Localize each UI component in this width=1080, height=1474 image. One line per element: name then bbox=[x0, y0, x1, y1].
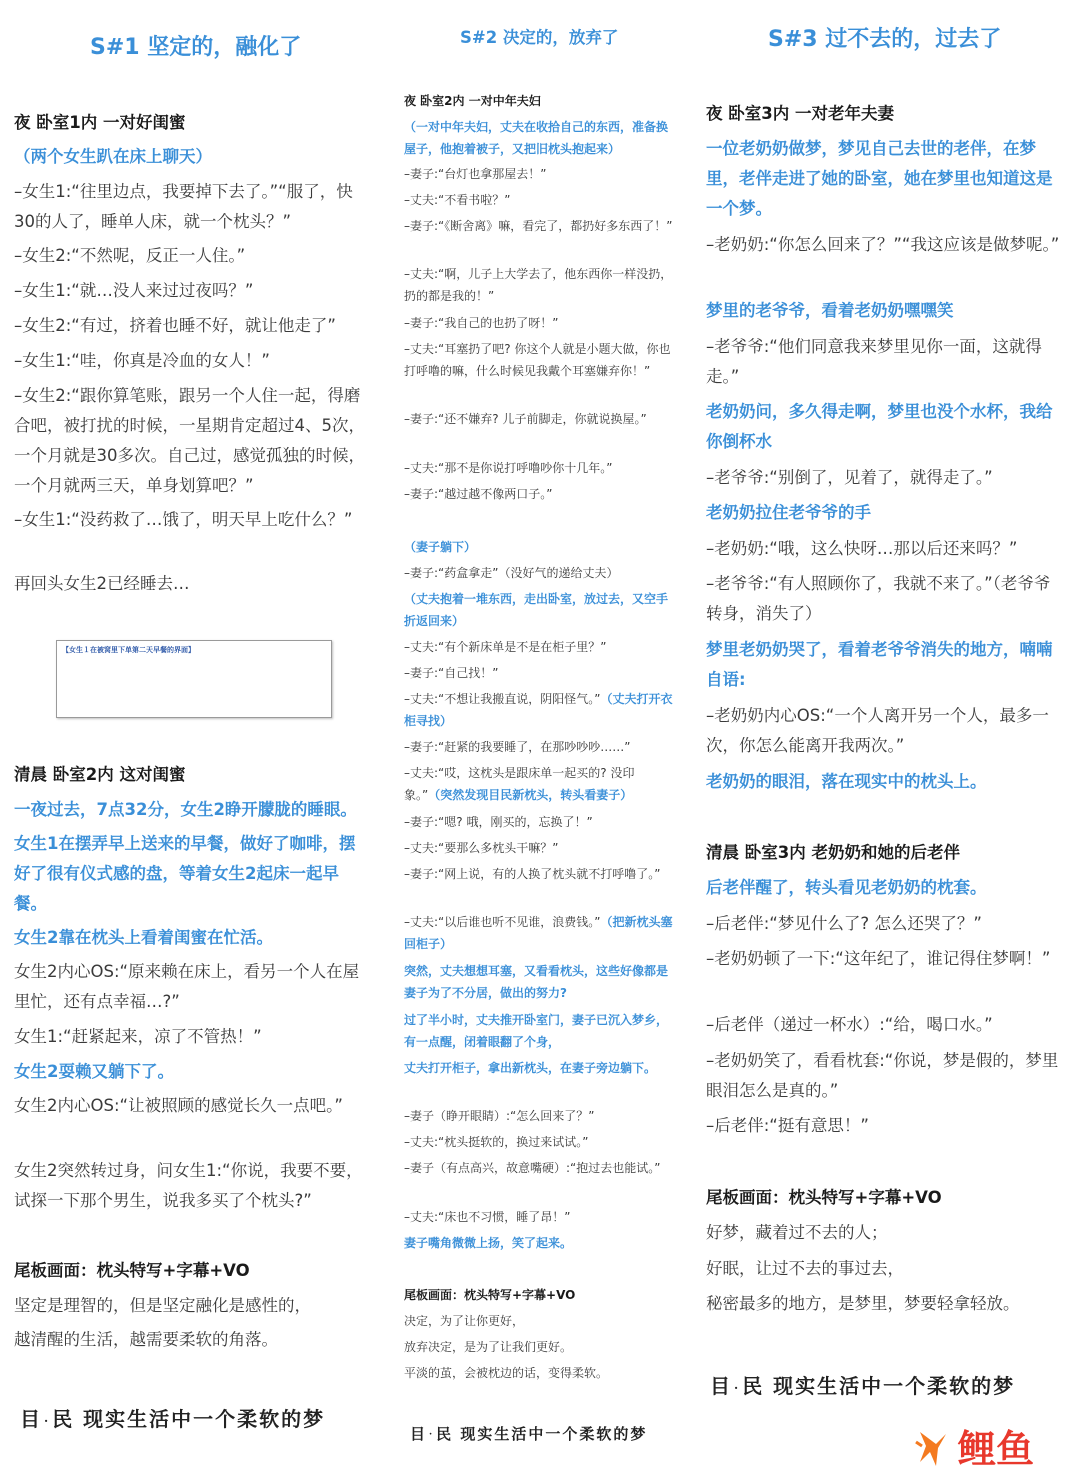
slogan-dot: · bbox=[429, 1430, 435, 1440]
watermark-logo bbox=[912, 1422, 1062, 1470]
stage-direction: 丈夫打开柜子，拿出新枕头，在妻子旁边躺下。 bbox=[404, 1061, 657, 1075]
stage-direction: （突然发现目民新枕头，转头看妻子） bbox=[428, 788, 633, 802]
stage-direction: 女生1在摆弄早上送来的早餐，做好了咖啡，摆好了很有仪式感的盘，等着女生2起床一起早餐。 bbox=[14, 834, 356, 913]
watermark-text: 鲤鱼 bbox=[958, 1427, 1035, 1470]
stage-direction: 一位老奶奶做梦，梦见自己去世的老伴，在梦里，老伴走进了她的卧室，她在梦里也知道这是一个梦。 bbox=[706, 139, 1053, 218]
slogan-part: 目 bbox=[710, 1374, 732, 1398]
dialogue-line: –丈夫:“有个新床单是不是在柜子里？” bbox=[404, 640, 607, 654]
dialogue-line: –后老伴:“挺有意思！” bbox=[706, 1116, 869, 1135]
voiceover-line: 平淡的茧，会被枕边的话，变得柔软。 bbox=[404, 1366, 609, 1380]
stage-direction: （妻子躺下） bbox=[404, 540, 477, 554]
dialogue-line: 女生2突然转过身，问女生1:“你说，我要不要，试探一下那个男生，说我多买了个枕头?” bbox=[14, 1161, 363, 1210]
stage-direction: 梦里老奶奶哭了，看着老爷爷消失的地方，喃喃自语: bbox=[706, 640, 1053, 689]
dialogue-line: –女生1:“就…没人来过过夜吗？” bbox=[14, 281, 254, 300]
voiceover-line: 秘密最多的地方，是梦里，梦要轻拿轻放。 bbox=[706, 1294, 1020, 1313]
dialogue-line: –老爷爷:“别倒了，见着了，就得走了。” bbox=[706, 468, 993, 487]
stage-direction: 女生2耍赖又躺下了。 bbox=[14, 1062, 174, 1081]
dialogue-line: –妻子:“台灯也拿那屋去！” bbox=[404, 167, 547, 181]
dialogue-line: –妻子（有点高兴，故意嘴硬）:“抱过去也能试。” bbox=[404, 1161, 661, 1175]
stage-direction: 一夜过去，7点32分，女生2睁开朦胧的睡眼。 bbox=[14, 800, 357, 819]
dialogue-line: –丈夫:“床也不习惯，睡了昂！” bbox=[404, 1210, 571, 1224]
slogan-part: 民 现实生活中一个柔软的梦 bbox=[436, 1425, 648, 1443]
dialogue-line: –丈夫:“枕头挺软的，换过来试试。” bbox=[404, 1135, 589, 1149]
dialogue-line: –妻子:“赶紧的我要睡了，在那吵吵吵……” bbox=[404, 740, 631, 754]
dialogue-text: –丈夫:“不想让我搬直说，阴阳怪气。” bbox=[404, 692, 601, 706]
scene-heading: 夜 卧室1内 一对好闺蜜 bbox=[14, 113, 186, 132]
slogan-dot: · bbox=[44, 1413, 51, 1428]
dialogue-line: –老奶奶顿了一下:“这年纪了，谁记得住梦啊！” bbox=[706, 949, 1051, 968]
end-board-heading: 尾板画面：枕头特写+字幕+VO bbox=[706, 1188, 942, 1207]
dialogue-text: –丈夫:“以后谁也听不见谁，浪费钱。” bbox=[404, 915, 601, 929]
stage-direction: 梦里的老爷爷，看着老奶奶嘿嘿笑 bbox=[706, 301, 954, 320]
dialogue-line: –妻子:“我自己的也扔了呀！” bbox=[404, 316, 559, 330]
brand-slogan bbox=[410, 1423, 647, 1444]
dialogue-line: –丈夫:“不看书啦？” bbox=[404, 193, 511, 207]
stage-direction: 突然，丈夫想想耳塞，又看看枕头，这些好像都是妻子为了不分居，做出的努力? bbox=[404, 964, 669, 1000]
dialogue-line: –妻子:“还不嫌弃? 儿子前脚走，你就说换屋。” bbox=[404, 412, 647, 426]
voiceover-line: 决定，为了让你更好， bbox=[404, 1314, 525, 1328]
dialogue-line: –女生2:“跟你算笔账，跟另一个人住一起，得磨合吧，被打扰的时候，一星期肯定超过4、5次，一个月就是30多次。自己过，感觉孤独的时候，一个月就两三天，单身划算吧？” bbox=[14, 386, 365, 495]
scene-heading: 清晨 卧室3内 老奶奶和她的后老伴 bbox=[706, 843, 960, 862]
stage-direction: 妻子嘴角微微上扬，笑了起来。 bbox=[404, 1236, 573, 1250]
end-board-heading: 尾板画面：枕头特写+字幕+VO bbox=[404, 1288, 576, 1302]
dialogue-line: –女生2:“不然呢，反正一人住。” bbox=[14, 246, 246, 265]
dialogue-line: –丈夫:“啊，儿子上大学去了，他东西你一样没扔，扔的都是我的！” bbox=[404, 267, 673, 303]
stage-direction: （丈夫抱着一堆东西，走出卧室，放过去，又空手折返回来） bbox=[404, 592, 669, 628]
slogan-part: 目 bbox=[20, 1407, 42, 1431]
dialogue-line: –后老伴:“梦见什么了? 怎么还哭了？” bbox=[706, 914, 982, 933]
stage-direction: （丈夫打开衣柜寻找） bbox=[404, 692, 673, 728]
dialogue-line bbox=[404, 762, 676, 806]
scene-heading: 清晨 卧室2内 这对闺蜜 bbox=[14, 765, 186, 784]
image-caption: 【女生１在被窝里下单第二天早餐的界面】 bbox=[62, 646, 195, 654]
dialogue-line: –老爷爷:“他们同意我来梦里见你一面，这就得走。” bbox=[706, 337, 1042, 386]
dialogue-line: –丈夫:“耳塞扔了吧? 你这个人就是小题大做，你也打呼噜的嘛，什么时候见我戴个耳塞嫌弃你！” bbox=[404, 342, 671, 378]
dialogue-line: –老爷爷:“有人照顾你了，我就不来了。”（老爷爷转身，消失了） bbox=[706, 574, 1051, 623]
dialogue-line bbox=[404, 688, 676, 732]
slogan-dot: · bbox=[734, 1380, 741, 1395]
slogan-part: 民 现实生活中一个柔软的梦 bbox=[742, 1374, 1016, 1398]
dialogue-line: –老奶奶笑了，看看枕套:“你说，梦是假的，梦里眼泪怎么是真的。” bbox=[706, 1051, 1059, 1100]
dialogue-line: –老奶奶:“哦，这么快呀…那以后还来吗？” bbox=[706, 539, 1018, 558]
scene-title: S#3 过不去的，过去了 bbox=[768, 27, 1002, 52]
dialogue-text: –丈夫:“哎，这枕头是跟床单一起买的? 没印象。” bbox=[404, 766, 635, 802]
narration-line: 再回头女生2已经睡去… bbox=[14, 574, 190, 593]
voiceover-line: 越清醒的生活，越需要柔软的角落。 bbox=[14, 1330, 278, 1349]
dialogue-line: –老奶奶:“你怎么回来了？”“我这应该是做梦呢。” bbox=[706, 235, 1060, 254]
inner-monologue: 女生2内心OS:“让被照顾的感觉长久一点吧。” bbox=[14, 1096, 343, 1115]
slogan-part: 目 bbox=[410, 1425, 428, 1443]
dialogue-line: –妻子（睁开眼睛）:“怎么回来了？” bbox=[404, 1109, 595, 1123]
dialogue-line: –女生1:“没药救了…饿了，明天早上吃什么？” bbox=[14, 510, 353, 529]
stage-direction: （两个女生趴在床上聊天） bbox=[14, 147, 212, 166]
dialogue-line: –妻子:“越过越不像两口子。” bbox=[404, 487, 553, 501]
stage-direction: 女生2靠在枕头上看着闺蜜在忙活。 bbox=[14, 928, 273, 947]
dialogue-line: –妻子:“药盒拿走”（没好气的递给丈夫） bbox=[404, 566, 619, 580]
scene-heading: 夜 卧室2内 一对中年夫妇 bbox=[404, 94, 541, 108]
voiceover-line: 坚定是理智的，但是坚定融化是感性的， bbox=[14, 1296, 311, 1315]
dialogue-line: –后老伴（递过一杯水）:“给，喝口水。” bbox=[706, 1015, 993, 1034]
stage-direction: 老奶奶问，多久得走啊，梦里也没个水杯，我给你倒杯水 bbox=[706, 402, 1053, 451]
dialogue-line: –妻子:“网上说，有的人换了枕头就不打呼噜了。” bbox=[404, 867, 661, 881]
dialogue-line: –妻子:“自己找！” bbox=[404, 666, 499, 680]
stage-direction: （一对中年夫妇，丈夫在收拾自己的东西，准备换屋子，他抱着被子，又把旧枕头抱起来） bbox=[404, 120, 669, 156]
stage-direction: 老奶奶拉住老爷爷的手 bbox=[706, 503, 871, 522]
stage-direction: 老奶奶的眼泪，落在现实中的枕头上。 bbox=[706, 772, 987, 791]
inner-monologue: –老奶奶内心OS:“一个人离开另一个人，最多一次，你怎么能离开我两次。” bbox=[706, 706, 1049, 755]
scene-title: S#2 决定的，放弃了 bbox=[460, 28, 619, 47]
dialogue-line: –妻子:“《断舍离》嘛，看完了，都扔好多东西了！” bbox=[404, 219, 673, 233]
dialogue-line: 女生1:“赶紧起来，凉了不管热！” bbox=[14, 1027, 262, 1046]
dialogue-line: –妻子:“嗯? 哦，刚买的，忘换了！” bbox=[404, 815, 593, 829]
inner-monologue: 女生2内心OS:“原来赖在床上，看另一个人在屋里忙，还有点幸福…?” bbox=[14, 962, 360, 1011]
end-board-heading: 尾板画面：枕头特写+字幕+VO bbox=[14, 1261, 250, 1280]
scene-heading: 夜 卧室3内 一对老年夫妻 bbox=[706, 104, 894, 123]
watermark-flame-icon bbox=[916, 1432, 946, 1466]
dialogue-line: –女生1:“哇，你真是冷血的女人！” bbox=[14, 351, 270, 370]
dialogue-line: –丈夫:“那不是你说打呼噜吵你十几年。” bbox=[404, 461, 613, 475]
brand-slogan bbox=[710, 1370, 1015, 1399]
stage-direction: 过了半小时，丈夫推开卧室门，妻子已沉入梦乡，有一点醒，闭着眼翻了个身， bbox=[404, 1013, 669, 1049]
scene-title: S#1 坚定的，融化了 bbox=[90, 35, 302, 60]
voiceover-line: 好梦，藏着过不去的人； bbox=[706, 1223, 888, 1242]
slogan-part: 民 现实生活中一个柔软的梦 bbox=[52, 1407, 326, 1431]
brand-slogan bbox=[20, 1403, 325, 1432]
dialogue-line: –女生2:“有过，挤着也睡不好，就让他走了” bbox=[14, 316, 336, 335]
order-screenshot-placeholder bbox=[56, 640, 332, 718]
voiceover-line: 放弃决定，是为了让我们更好。 bbox=[404, 1340, 573, 1354]
stage-direction: 后老伴醒了，转头看见老奶奶的枕套。 bbox=[706, 878, 987, 897]
voiceover-line: 好眠，让过不去的事过去， bbox=[706, 1259, 904, 1278]
stage-direction: （把新枕头塞回柜子） bbox=[404, 915, 673, 951]
dialogue-line: –丈夫:“要那么多枕头干嘛？” bbox=[404, 841, 559, 855]
dialogue-line bbox=[404, 911, 676, 955]
dialogue-line: –女生1:“往里边点，我要掉下去了。”“服了，快30的人了，睡单人床，就一个枕头？” bbox=[14, 182, 353, 231]
